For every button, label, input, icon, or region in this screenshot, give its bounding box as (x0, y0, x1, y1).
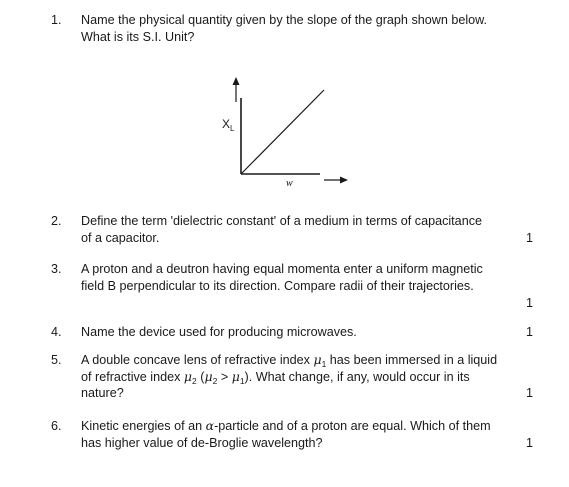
marks: 1 (525, 435, 533, 450)
marks: 1 (525, 230, 533, 245)
marks: 1 (525, 325, 533, 339)
question-line: Define the term 'dielectric constant' of a medium in terms of capacitance (81, 214, 482, 228)
mu-symbol: μ (204, 368, 213, 384)
question-number: 1. (51, 13, 62, 27)
question-line: Name the device used for producing microwaves. (81, 325, 357, 339)
question-number: 4. (51, 325, 62, 339)
x-arrow-head (340, 177, 348, 184)
mu-symbol: μ (313, 352, 322, 367)
question-number: 3. (51, 262, 62, 276)
question-line: of refractive index $\mu_2$ $(\mu_2 > \mu_1)$. What change, if any, would occur in its (81, 368, 470, 386)
marks: 1 (525, 386, 533, 400)
alpha-symbol: α (205, 418, 215, 433)
question-number: 6. (51, 419, 62, 433)
question-line: nature? (81, 386, 124, 400)
y-axis-label: $X_L$ (222, 117, 235, 133)
question-text (81, 12, 534, 45)
question-line: Kinetic energies of an α-particle and of a proton are equal. Which of them (81, 418, 491, 433)
question-line: has higher value of de-Broglie wavelength? (81, 435, 323, 450)
question-line: field B perpendicular to its direction. Compare radii of their trajectories. (81, 278, 474, 293)
mu-symbol: μ (183, 368, 193, 384)
y-arrow-head (233, 77, 240, 85)
question-number: 2. (51, 214, 62, 228)
question-line: of a capacitor. (81, 230, 160, 245)
question-text (81, 261, 534, 294)
marks: 1 (525, 296, 533, 310)
slope-line (241, 90, 324, 174)
question-number: 5. (51, 353, 62, 367)
question-line: A double concave lens of refractive index $\mu_1$ has been immersed in a liquid (81, 352, 498, 369)
question-line: What is its S.I. Unit? (81, 29, 195, 44)
x-axis-label: w (286, 178, 293, 189)
question-line: Name the physical quantity given by the slope of the graph shown below. (81, 13, 488, 27)
xl-vs-w-graph (200, 68, 360, 198)
mu-symbol: μ (231, 368, 240, 384)
question-line: A proton and a deutron having equal momenta enter a uniform magnetic (81, 262, 483, 276)
